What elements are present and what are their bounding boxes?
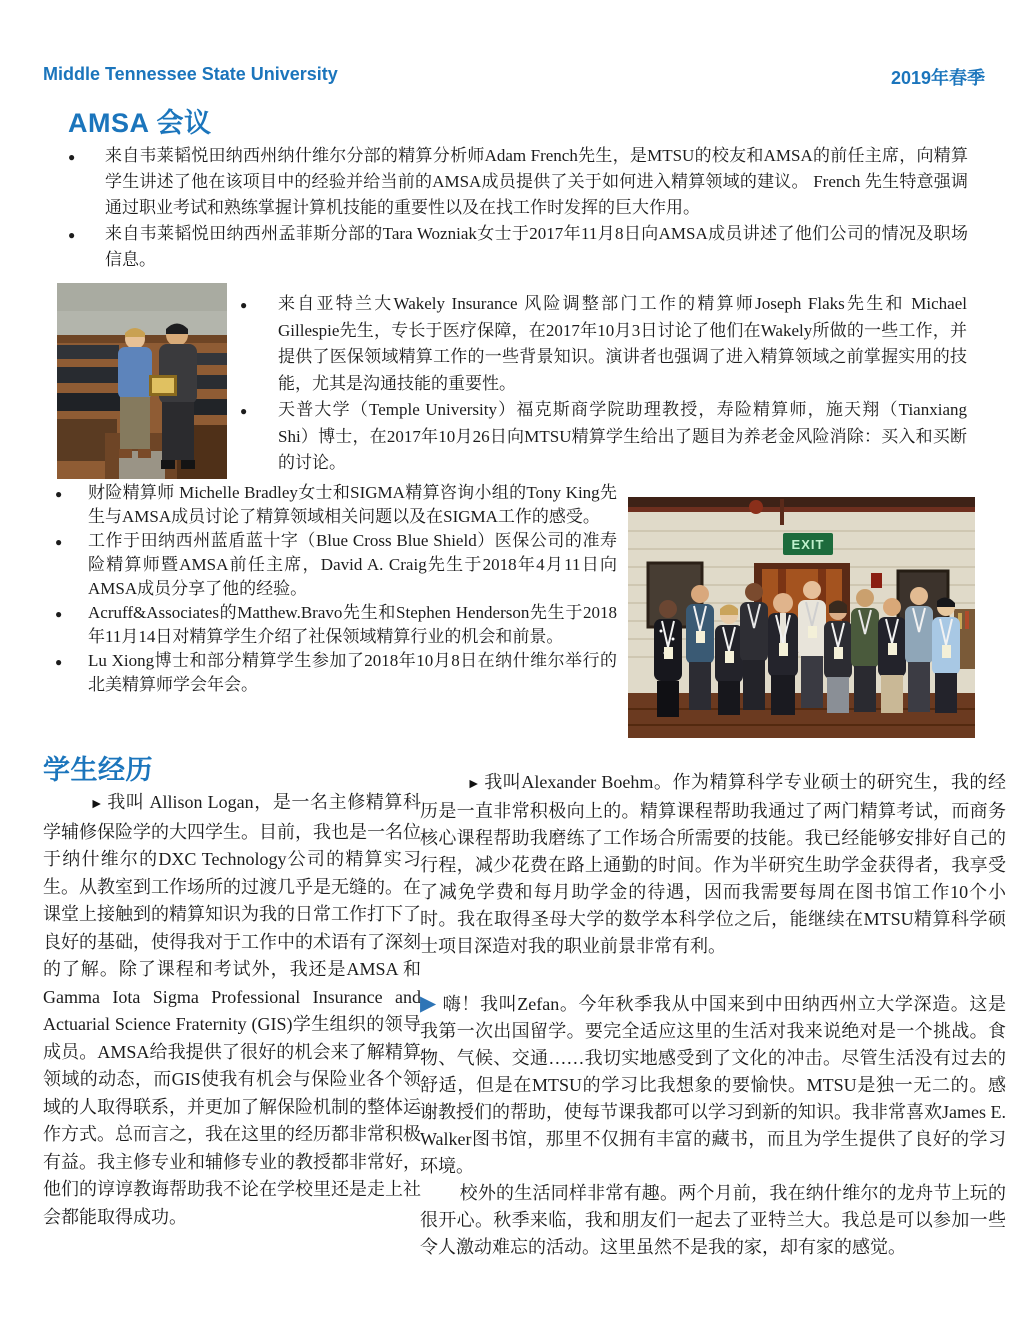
group-people [654,581,960,717]
paragraph [43,789,421,1231]
student-story-zefan-continued [420,1180,1006,1261]
bullet-item [55,529,617,601]
blue-pointer-icon: ▶ [420,991,437,1015]
pointer-icon: ► [89,797,104,812]
bullet-item [240,397,967,477]
bullet-text: Acruff&Associates的Matthew.Bravo先生和Stephen Henderson先生于2018年11月14日对精算学生介绍了社保领域精算行业的机会和前景。 [88,603,617,646]
student-story-allison [43,789,421,1231]
award-photo [57,283,227,479]
bullet-text: 财险精算师 Michelle Bradley女士和SIGMA精算咨询小组的Tony King先生与AMSA成员讨论了精算领域相关问题以及在SIGMA工作的感受。 [88,483,617,526]
bullet-icon: ● [55,655,63,669]
bullet-text: Lu Xiong博士和部分精算学生参加了2018年10月8日在纳什维尔举行的北美精算师学会年会。 [88,651,617,694]
group-photo-illustration [628,497,975,738]
bullet-item [68,221,968,273]
bullet-item [55,601,617,649]
bullet-icon: ● [68,228,76,242]
bullet-text: 工作于田纳西州蓝盾蓝十字（Blue Cross Blue Shield）医保公司的准寿险精算师暨AMSA前任主席，David A. Craig先生于2018年4月11日向AMSA成员分享了他的经验。 [88,531,617,598]
issue-season: 2019年春季 [890,68,985,88]
amsa-bullet-list-top [68,143,968,273]
student-story-alexander [420,769,1006,960]
amsa-bullet-list-mid [240,291,967,477]
pointer-icon: ► [466,777,481,792]
bullet-icon: ● [55,535,63,549]
bullet-text: 天普大学（Temple University）福克斯商学院助理教授，寿险精算师，施天翔（Tianxiang Shi）博士，在2017年10月26日向MTSU精算学生给出了题目为养老金风险消除：买入和买断的讨论。 [278,400,967,472]
conference-group-photo [628,497,975,738]
paragraph-text: 嗨！我叫Zefan。今年秋季我从中国来到中田纳西州立大学深造。这是我第一次出国留学。要完全适应这里的生活对我来说绝对是一个挑战。食物、气候、交通……我切实地感受到了文化的冲击。尽管生活没有过去的舒适，但是在MTSU的学习比我想象的要愉快。MTSU是独一无二的。感谢教授们的帮助，使每节课我都可以学习到新的知识。我非常喜欢James E. Walker图书馆，那里不仅拥有丰富的藏书，而且为学生提供了良好的学习环境。 [420,994,1007,1176]
student-stories-right-column [420,769,1006,1261]
exit-sign-label: EXIT [791,537,825,552]
amsa-bullet-list-bottom [55,481,617,697]
bullet-icon: ● [240,298,248,312]
bullet-icon: ● [55,487,63,501]
bullet-icon: ● [55,607,63,621]
paragraph-text: 我叫 Allison Logan，是一名主修精算科学辅修保险学的大四学生。目前，我也是一名位于纳什维尔的DXC Technology公司的精算实习生。从教室到工作场所的过渡几乎是无缝的。在课堂上接触到的精算知识为我的日常工作打下了良好的基础，使得我对于工作中的术语有了深刻的了解。除了课程和考试外，我还是AMSA 和 Gamma Iota Sigma Professional Insurance and Actuarial Science Fraternity (GIS)学生组织的领导成员。AMSA给我提供了很好的机会来了解精算领域的动态，而GIS使我有机会与保险业各个领域的人取得联系，并更加了解保险机制的整体运作方式。总而言之，我在这里的经历都非常积极有益。我主修专业和辅修专业的教授都非常好，他们的谆谆教诲帮助我不论在学校里还是走上社会都能取得成功。 [43,792,421,1227]
university-name: Middle Tennessee State University [43,64,338,84]
award-photo-illustration [57,283,227,479]
paragraph-text: 我叫Alexander Boehm。作为精算科学专业硕士的研究生，我的经历是一直非常积极向上的。精算课程帮助我通过了两门精算考试，而商务核心课程帮助我磨练了工作场合所需要的技能。我已经能够安排好自己的行程，减少花费在路上通勤的时间。作为半研究生助学金获得者，我享受了减免学费和每月助学金的待遇，因而我需要每周在图书馆工作10个小时。我在取得圣母大学的数学本科学位之后，能继续在MTSU精算科学硕士项目深造对我的职业前景非常有利。 [420,772,1006,956]
bullet-item [55,649,617,697]
bullet-item [55,481,617,529]
bullet-item [240,291,967,397]
paragraph-text: 校外的生活同样非常有趣。两个月前，我在纳什维尔的龙舟节上玩的很开心。秋季来临，我和朋友们一起去了亚特兰大。我总是可以参加一些令人激动难忘的活动。这里虽然不是我的家，却有家的感觉。 [420,1183,1006,1257]
students-section-title: 学生经历 [43,755,153,785]
bullet-text: 来自亚特兰大Wakely Insurance 风险调整部门工作的精算师Joseph Flaks先生和 Michael Gillespie先生，专长于医疗保障，在2017年10月3日讨论了他们在Wakely所做的一些工作，并提供了医保领域精算工作的一些背景知识。演讲者也强调了进入精算领域之前掌握实用的技能，尤其是沟通技能的重要性。 [278,294,967,393]
bullet-item [68,143,968,221]
bullet-text: 来自韦莱韬悦田纳西州孟菲斯分部的Tara Wozniak女士于2017年11月8日向AMSA成员讲述了他们公司的情况及职场信息。 [105,224,968,269]
bullet-icon: ● [68,150,76,164]
bullet-icon: ● [240,404,248,418]
bullet-text: 来自韦莱韬悦田纳西州纳什维尔分部的精算分析师Adam French先生，是MTSU的校友和AMSA的前任主席，向精算学生讲述了他在该项目中的经验并给当前的AMSA成员提供了关于如何进入精算领域的建议。 French 先生特意强调通过职业考试和熟练掌握计算机技能的重要性以及在找工作时发挥的巨大作用。 [105,146,968,217]
student-story-zefan [420,990,1006,1180]
amsa-section-title: AMSA 会议 [68,108,212,138]
